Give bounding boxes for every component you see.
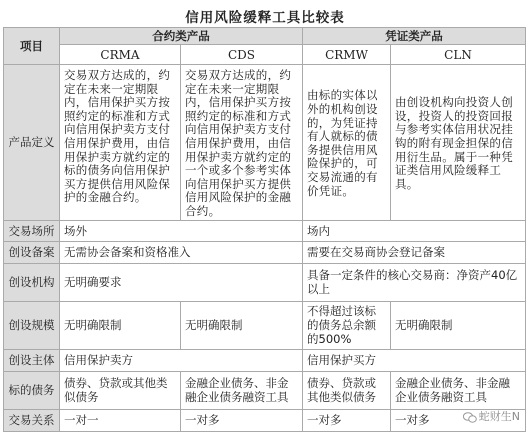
watermark-text: 蛇财生N	[478, 410, 520, 423]
row-label-scale: 创设规模	[4, 301, 60, 349]
cell-institution-voucher: 具备一定条件的核心交易商：净资产40亿以上	[303, 263, 526, 301]
row-definition	[4, 65, 526, 221]
cell-underlying-cds: 金融企业债务、非金融企业债务融资工具	[181, 371, 303, 409]
row-label-underlying: 标的债务	[4, 371, 60, 409]
cell-underlying-crma: 债券、贷款或其他类似债务	[60, 371, 181, 409]
header-voucher-group: 凭证类产品	[303, 28, 526, 45]
row-label-relation: 交易关系	[4, 409, 60, 431]
cell-definition-cln: 由创设机构向投资人创设，投资人的投资回报与参考实体信用状况挂钩的附有现金担保的信用衍生品。属于一种凭证类信用风险缓释工具。	[391, 65, 526, 221]
row-label-institution: 创设机构	[4, 263, 60, 301]
cell-relation-crma: 一对一	[60, 409, 181, 431]
header-crma: CRMA	[60, 45, 181, 65]
row-venue	[4, 220, 526, 241]
row-scale	[4, 301, 526, 349]
header-cln: CLN	[391, 45, 526, 65]
cell-definition-cds: 交易双方达成的，约定在未来一定期限内，信用保护买方按照约定的标准和方式向信用保护卖方支付信用保护费用，由信用保护卖方就约定的一个或多个参考实体向信用保护买方提供信用风险保护的金融合约。	[181, 65, 303, 221]
cell-scale-crma: 无明确限制	[60, 301, 181, 349]
row-label-filing: 创设备案	[4, 241, 60, 263]
header-crmw: CRMW	[303, 45, 391, 65]
row-label-venue: 交易场所	[4, 220, 60, 241]
cell-definition-crma: 交易双方达成的，约定在未来一定期限内，信用保护买方按照约定的标准和方式向信用保护卖方支付信用保护费用，由信用保护卖方就约定的标的债务向信用保护买方提供信用风险保护的金融合约。	[60, 65, 181, 221]
cell-filing-contract: 无需协会备案和资格准入	[60, 241, 303, 263]
row-subject	[4, 349, 526, 371]
cell-scale-cds: 无明确限制	[181, 301, 303, 349]
comparison-table	[3, 27, 526, 432]
header-cds: CDS	[181, 45, 303, 65]
row-filing	[4, 241, 526, 263]
row-underlying	[4, 371, 526, 409]
cell-relation-crmw: 一对多	[303, 409, 391, 431]
cell-subject-contract: 信用保护卖方	[60, 349, 303, 371]
header-contract-group: 合约类产品	[60, 28, 303, 45]
cell-venue-contract: 场外	[60, 220, 303, 241]
header-row-products	[4, 45, 526, 65]
cell-venue-voucher: 场内	[303, 220, 526, 241]
table-title: 信用风险缓释工具比较表	[185, 10, 345, 26]
cell-definition-crmw: 由标的实体以外的机构创设的，为凭证持有人就标的债务提供信用风险保护的，可交易流通的有价凭证。	[303, 65, 391, 221]
cell-subject-voucher: 信用保护买方	[303, 349, 526, 371]
cell-underlying-crmw: 债券、贷款或其他类似债务	[303, 371, 391, 409]
row-label-definition: 产品定义	[4, 65, 60, 221]
cell-underlying-cln: 金融企业债务、非金融企业债务融资工具	[391, 371, 526, 409]
cell-relation-cds: 一对多	[181, 409, 303, 431]
row-label-subject: 创设主体	[4, 349, 60, 371]
header-row-groups	[4, 28, 526, 45]
header-item: 项目	[4, 28, 60, 65]
cell-scale-crmw: 不得超过该标的债务总余额的500%	[303, 301, 391, 349]
cell-institution-contract: 无明确要求	[60, 263, 303, 301]
cell-filing-voucher: 需要在交易商协会登记备案	[303, 241, 526, 263]
cell-relation-cln: 一对多	[391, 409, 526, 431]
wechat-logo-icon	[463, 412, 477, 423]
watermark	[463, 408, 520, 424]
row-institution	[4, 263, 526, 301]
cell-scale-cln: 无明确限制	[391, 301, 526, 349]
row-relation	[4, 409, 526, 431]
